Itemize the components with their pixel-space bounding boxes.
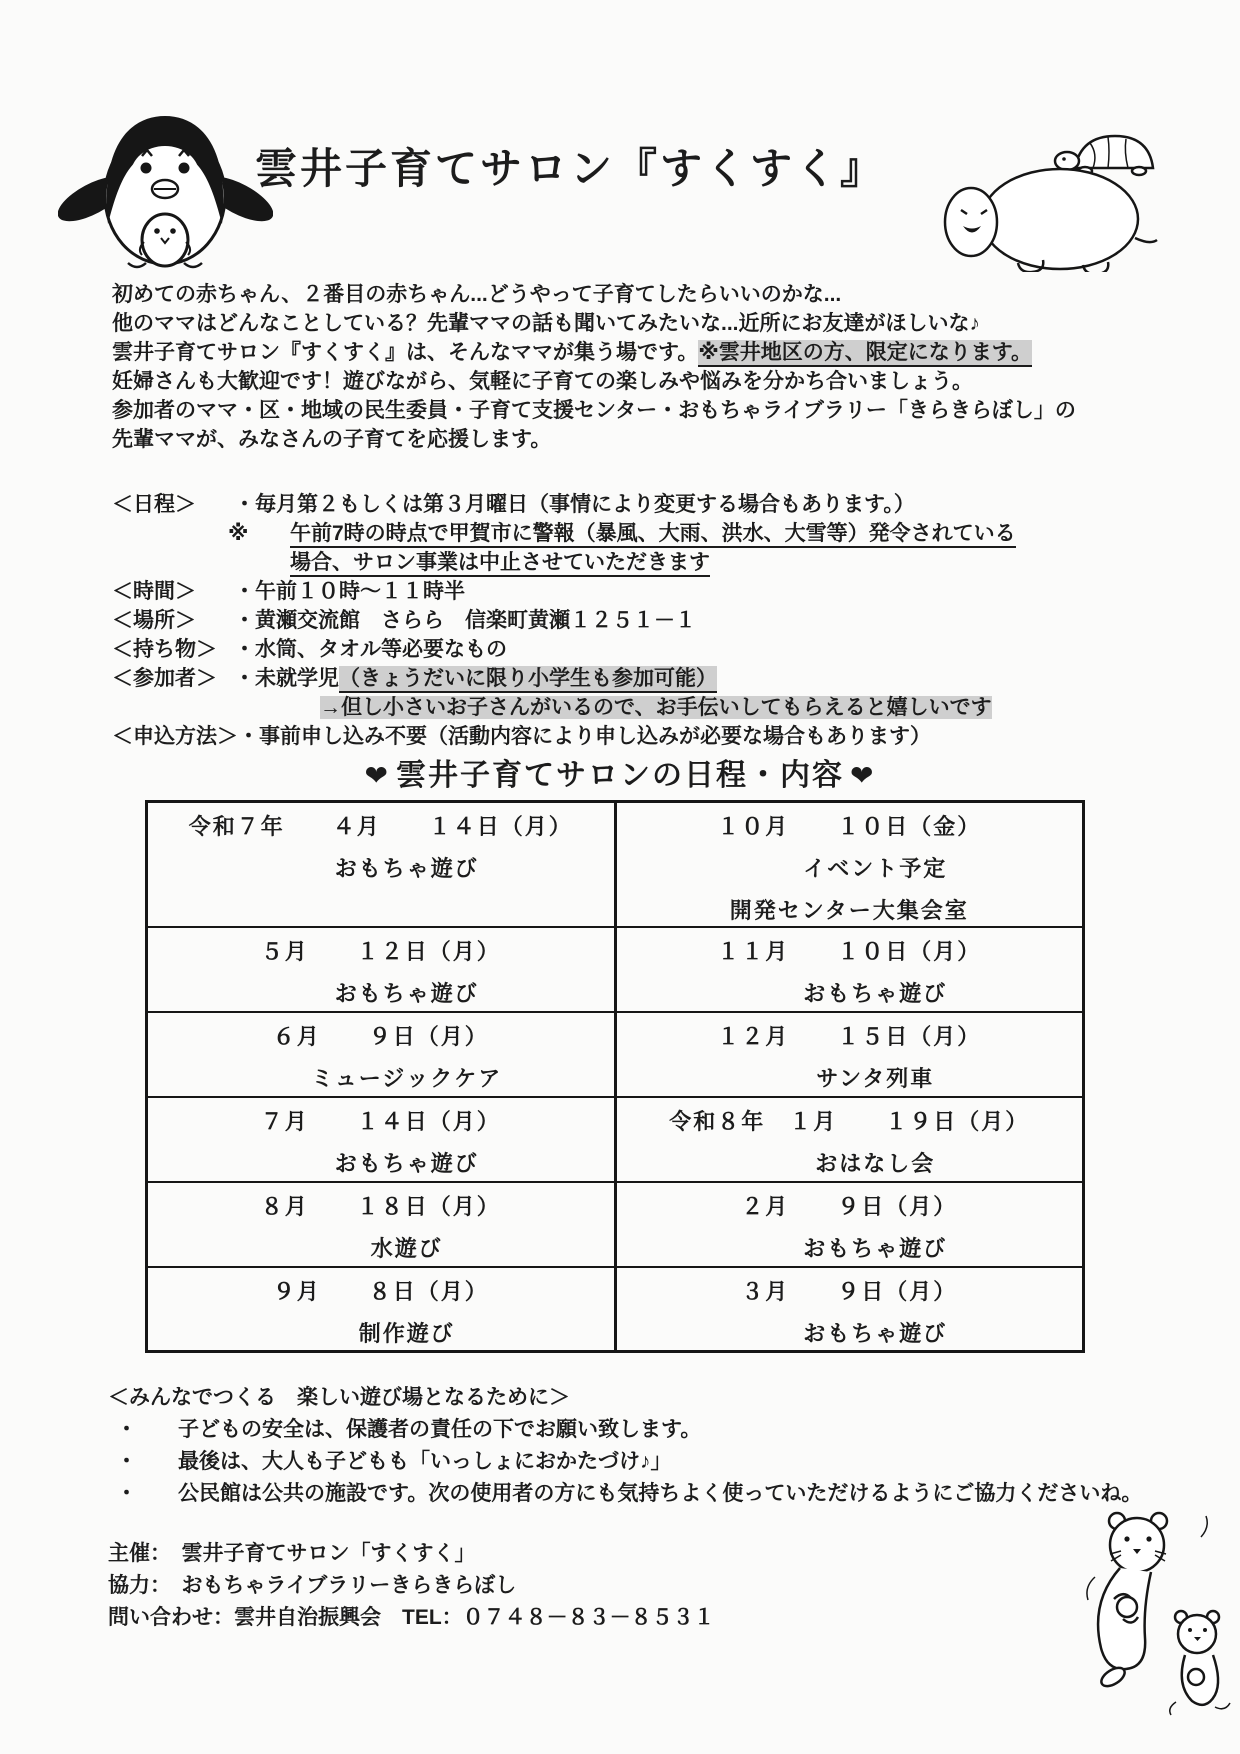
cell-activity: 制作遊び	[358, 1320, 455, 1346]
note-item	[108, 1414, 1168, 1446]
cell-activity: おもちゃ遊び	[334, 856, 479, 881]
cooperation-label: 協力：	[108, 1574, 182, 1597]
intro-line-3	[112, 338, 1132, 367]
contact-value: 雲井自治振興会 TEL：０７４８－８３－８５３１	[234, 1606, 715, 1629]
heart-icon: ❤	[364, 760, 390, 791]
table-row	[147, 1182, 1084, 1267]
cell-date: ８月 １８日（月）	[260, 1193, 501, 1219]
intro-line-1: 初めての赤ちゃん、２番目の赤ちゃん...どうやって子育てしたらいいのかな...	[112, 283, 842, 306]
cell-activity: 水遊び	[370, 1235, 443, 1261]
cell-date: ２月 ９日（月）	[741, 1193, 958, 1219]
cell-activity: おもちゃ遊び	[334, 980, 479, 1006]
cell-activity: ミュージックケア	[311, 1065, 503, 1091]
detail-apply	[112, 722, 1152, 751]
notes-section	[108, 1382, 1168, 1510]
participants-help-note	[320, 693, 1152, 722]
heart-icon: ❤	[850, 760, 876, 791]
cell-activity: おもちゃ遊び	[803, 1320, 948, 1346]
bullet: ・	[116, 1482, 137, 1505]
schedule-cell-april	[147, 802, 616, 927]
schedule-cell-may	[147, 927, 616, 1012]
detail-schedule-text: ・毎月第２もしくは第３月曜日（事情により変更する場合もあります。）	[234, 493, 915, 516]
cell-activity: サンタ列車	[816, 1065, 935, 1091]
schedule-cell-march	[615, 1267, 1084, 1352]
schedule-cell-june	[147, 1012, 616, 1097]
detail-bring	[112, 635, 1152, 664]
schedule-cell-september	[147, 1267, 616, 1352]
bullet: ・	[116, 1418, 137, 1441]
detail-participants	[112, 664, 1152, 693]
area-restriction-highlight: ※雲井地区の方、限定になります。	[698, 340, 1032, 367]
detail-place-text: ・黄瀬交流館 さらら 信楽町黄瀬１２５１－１	[234, 609, 696, 632]
note-item	[108, 1478, 1168, 1510]
cell-date: １２月 １５日（月）	[717, 1023, 982, 1049]
cell-date: １０月 １０日（金）	[717, 814, 982, 839]
cell-date: 令和７年 ４月 １４日（月）	[188, 814, 573, 839]
detail-time-text: ・午前１０時～１１時半	[234, 580, 465, 603]
cell-date: ７月 １４日（月）	[260, 1108, 501, 1134]
note-item-text: 公民館は公共の施設です。次の使用者の方にも気持ちよく使っていただけるようにご協力くださいね。	[178, 1482, 1143, 1505]
details-list	[112, 490, 1152, 751]
detail-apply-text: ・事前申し込み不要（活動内容により申し込みが必要な場合もあります）	[238, 725, 931, 748]
cell-activity: イベント予定	[803, 856, 948, 881]
organizer-line	[108, 1538, 1008, 1570]
cooperation-value: おもちゃライブラリーきらきらぼし	[181, 1574, 517, 1597]
cell-date: ３月 ９日（月）	[741, 1278, 958, 1304]
organizer-label: 主催：	[108, 1542, 182, 1565]
intro-line-3-plain: 雲井子育てサロン『すくすく』は、そんなママが集う場です。	[112, 341, 699, 364]
detail-participants-text	[234, 664, 717, 693]
cell-date: ６月 ９日（月）	[272, 1023, 489, 1049]
table-row	[147, 1267, 1084, 1352]
organizer-value: 雲井子育てサロン「すくすく」	[181, 1542, 476, 1565]
note-item	[108, 1446, 1168, 1478]
participants-sibling-note: （きょうだいに限り小学生も参加可能）	[339, 666, 717, 693]
detail-place-label: ＜場所＞	[112, 609, 196, 632]
schedule-table-heading	[0, 750, 1240, 794]
contact-label: 問い合わせ：	[108, 1606, 234, 1629]
table-row	[147, 1097, 1084, 1182]
bullet: ・	[116, 1450, 137, 1473]
schedule-cell-january	[615, 1097, 1084, 1182]
participants-main: ・未就学児	[234, 667, 339, 690]
schedule-table	[145, 800, 1085, 1353]
warning-line-1: 午前7時の時点で甲賀市に警報（暴風、大雨、洪水、大雪等）発令されている	[290, 521, 1016, 548]
cell-date: １１月 １０日（月）	[717, 938, 982, 964]
schedule-cell-august	[147, 1182, 616, 1267]
schedule-cell-december	[615, 1012, 1084, 1097]
detail-time-label: ＜時間＞	[112, 580, 196, 603]
notes-heading: ＜みんなでつくる 楽しい遊び場となるために＞	[108, 1386, 570, 1409]
schedule-cell-november	[615, 927, 1084, 1012]
detail-bring-label: ＜持ち物＞	[112, 638, 217, 661]
contact-line	[108, 1602, 1008, 1634]
detail-time	[112, 577, 1152, 606]
warning-line-2: 場合、サロン事業は中止させていただきます	[290, 550, 710, 577]
turtle-illustration	[925, 122, 1170, 272]
cell-activity: おはなし会	[815, 1150, 936, 1176]
intro-line-2: 他のママはどんなことしている？先輩ママの話も聞いてみたいな...近所にお友達がほしいな♪	[112, 312, 980, 335]
storm-warning-note	[228, 519, 1152, 577]
cooperation-line	[108, 1570, 1008, 1602]
detail-participants-label: ＜参加者＞	[112, 667, 217, 690]
intro-paragraph	[112, 280, 1132, 454]
intro-line-5: 参加者のママ・区・地域の民生委員・子育て支援センター・おもちゃライブラリー「きらきらぼし」の	[112, 399, 1076, 422]
cell-date: ５月 １２日（月）	[260, 938, 501, 964]
page-title: 雲井子育てサロン『すくすく』	[254, 145, 885, 192]
table-row	[147, 927, 1084, 1012]
cell-date: ９月 ８日（月）	[272, 1278, 489, 1304]
intro-line-6: 先輩ママが、みなさんの子育てを応援します。	[112, 428, 552, 451]
note-item-text: 子どもの安全は、保護者の責任の下でお願い致します。	[178, 1418, 702, 1441]
table-row	[147, 802, 1084, 927]
note-item-text: 最後は、大人も子どもも「いっしょにおかたづけ♪」	[178, 1450, 672, 1473]
cell-date: 令和８年 １月 １９日（月）	[669, 1108, 1030, 1134]
warning-text	[290, 519, 1016, 577]
warning-mark: ※	[228, 522, 249, 545]
otters-illustration	[1075, 1505, 1235, 1720]
detail-schedule	[112, 490, 1152, 519]
cell-activity: おもちゃ遊び	[803, 1235, 948, 1261]
table-row	[147, 1012, 1084, 1097]
cell-activity: おもちゃ遊び	[334, 1150, 479, 1176]
schedule-cell-july	[147, 1097, 616, 1182]
footer-section	[108, 1538, 1008, 1634]
schedule-cell-october	[615, 802, 1084, 927]
detail-place	[112, 606, 1152, 635]
cell-activity: おもちゃ遊び	[803, 980, 948, 1006]
cell-venue-note: 開発センター大集会室	[729, 898, 969, 923]
schedule-cell-february	[615, 1182, 1084, 1267]
detail-schedule-label: ＜日程＞	[112, 493, 196, 516]
participants-help-text: →但し小さいお子さんがいるので、お手伝いしてもらえると嬉しいです	[320, 696, 992, 719]
schedule-heading-text: 雲井子育てサロンの日程・内容	[396, 759, 844, 792]
detail-bring-text: ・水筒、タオル等必要なもの	[234, 638, 507, 661]
intro-line-4: 妊婦さんも大歓迎です！遊びながら、気軽に子育ての楽しみや悩みを分かち合いましょう。	[112, 370, 973, 393]
detail-apply-label: ＜申込方法＞	[112, 725, 238, 748]
